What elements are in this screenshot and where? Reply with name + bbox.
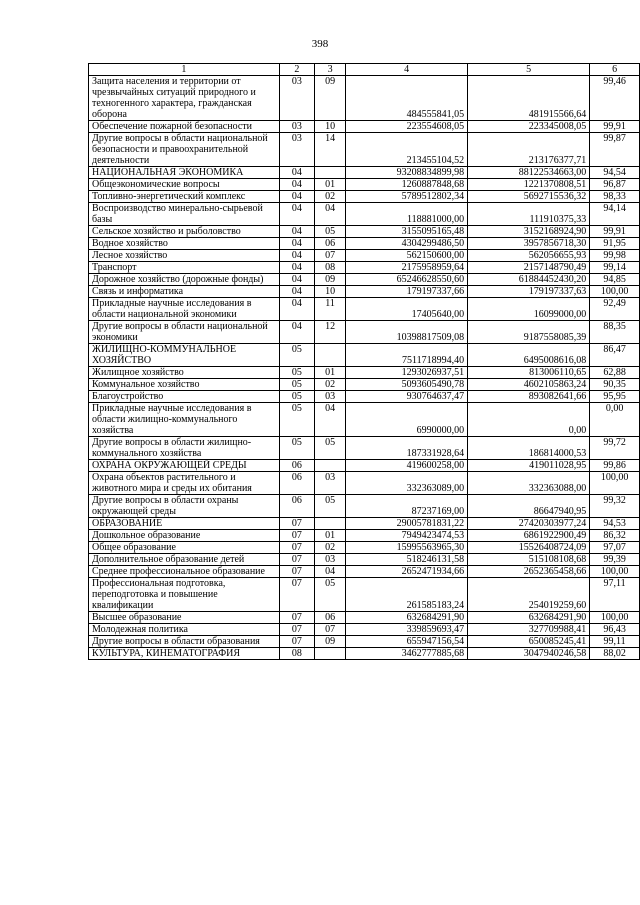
table-row (89, 624, 640, 636)
row-percent-cell: 90,35 (590, 379, 640, 391)
row-percent-cell: 99,72 (590, 437, 640, 460)
row-section-cell: 04 (279, 179, 314, 191)
row-subsection-cell (315, 167, 346, 179)
row-name-cell: Обеспечение пожарной безопасности (89, 121, 280, 133)
row-plan-cell: 261585183,24 (346, 578, 468, 612)
row-fact-cell: 650085245,41 (468, 636, 590, 648)
row-plan-cell: 632684291,90 (346, 612, 468, 624)
row-subsection-cell: 05 (315, 437, 346, 460)
table-row (89, 379, 640, 391)
row-subsection-cell: 03 (315, 554, 346, 566)
row-name-cell: Топливно-энергетический комплекс (89, 191, 280, 203)
table-row (89, 274, 640, 286)
table-row (89, 286, 640, 298)
row-plan-cell: 5093605490,78 (346, 379, 468, 391)
row-subsection-cell: 04 (315, 403, 346, 437)
row-name-cell: Транспорт (89, 262, 280, 274)
row-section-cell: 07 (279, 578, 314, 612)
row-subsection-cell: 05 (315, 578, 346, 612)
row-percent-cell: 100,00 (590, 566, 640, 578)
table-row (89, 391, 640, 403)
table-row (89, 472, 640, 495)
row-section-cell: 03 (279, 121, 314, 133)
row-plan-cell: 15995563965,30 (346, 542, 468, 554)
table-row (89, 554, 640, 566)
row-fact-cell: 332363088,00 (468, 472, 590, 495)
row-subsection-cell: 07 (315, 624, 346, 636)
row-section-cell: 05 (279, 379, 314, 391)
row-name-cell: Высшее образование (89, 612, 280, 624)
row-percent-cell: 99,91 (590, 226, 640, 238)
row-percent-cell: 99,32 (590, 495, 640, 518)
row-percent-cell: 99,87 (590, 133, 640, 167)
row-fact-cell: 6495008616,08 (468, 344, 590, 367)
row-percent-cell: 99,46 (590, 76, 640, 121)
table-row (89, 612, 640, 624)
row-percent-cell: 94,85 (590, 274, 640, 286)
row-subsection-cell (315, 518, 346, 530)
table-body (89, 64, 640, 660)
row-plan-cell: 5789512802,34 (346, 191, 468, 203)
row-percent-cell: 88,02 (590, 648, 640, 660)
row-name-cell: ОХРАНА ОКРУЖАЮЩЕЙ СРЕДЫ (89, 460, 280, 472)
row-fact-cell: 6861922900,49 (468, 530, 590, 542)
row-fact-cell: 327709988,41 (468, 624, 590, 636)
row-subsection-cell: 01 (315, 530, 346, 542)
row-plan-cell: 930764637,47 (346, 391, 468, 403)
row-subsection-cell: 10 (315, 121, 346, 133)
row-plan-cell: 4304299486,50 (346, 238, 468, 250)
row-plan-cell: 332363089,00 (346, 472, 468, 495)
row-fact-cell: 86647940,95 (468, 495, 590, 518)
row-name-cell: Другие вопросы в области национальной безопасности и правоохранительной деятельности (89, 133, 280, 167)
row-percent-cell: 100,00 (590, 472, 640, 495)
row-name-cell: Воспроизводство минерально-сырьевой базы (89, 203, 280, 226)
header-col-4: 4 (346, 64, 468, 76)
row-name-cell: Дошкольное образование (89, 530, 280, 542)
row-plan-cell: 562150600,00 (346, 250, 468, 262)
row-plan-cell: 93208834899,98 (346, 167, 468, 179)
budget-table (88, 63, 640, 660)
row-section-cell: 04 (279, 226, 314, 238)
row-subsection-cell: 05 (315, 226, 346, 238)
row-percent-cell: 91,95 (590, 238, 640, 250)
row-section-cell: 07 (279, 566, 314, 578)
row-subsection-cell: 01 (315, 179, 346, 191)
row-percent-cell: 86,32 (590, 530, 640, 542)
table-row (89, 460, 640, 472)
row-fact-cell: 88122534663,00 (468, 167, 590, 179)
row-subsection-cell (315, 460, 346, 472)
row-name-cell: Прикладные научные исследования в области национальной экономики (89, 298, 280, 321)
row-section-cell: 05 (279, 391, 314, 403)
table-row (89, 133, 640, 167)
row-percent-cell: 99,91 (590, 121, 640, 133)
header-col-3: 3 (315, 64, 346, 76)
row-section-cell: 03 (279, 133, 314, 167)
row-plan-cell: 187331928,64 (346, 437, 468, 460)
row-percent-cell: 98,33 (590, 191, 640, 203)
row-subsection-cell: 04 (315, 203, 346, 226)
row-name-cell: Другие вопросы в области образования (89, 636, 280, 648)
row-fact-cell: 3957856718,30 (468, 238, 590, 250)
row-subsection-cell: 14 (315, 133, 346, 167)
row-percent-cell: 100,00 (590, 612, 640, 624)
row-percent-cell: 99,98 (590, 250, 640, 262)
row-section-cell: 04 (279, 238, 314, 250)
row-percent-cell: 100,00 (590, 286, 640, 298)
row-subsection-cell: 03 (315, 472, 346, 495)
row-percent-cell: 99,11 (590, 636, 640, 648)
row-percent-cell: 0,00 (590, 403, 640, 437)
row-plan-cell: 339859693,47 (346, 624, 468, 636)
table-row (89, 226, 640, 238)
row-plan-cell: 484555841,05 (346, 76, 468, 121)
table-row (89, 262, 640, 274)
row-plan-cell: 17405640,00 (346, 298, 468, 321)
row-plan-cell: 7949423474,53 (346, 530, 468, 542)
row-fact-cell: 9187558085,39 (468, 321, 590, 344)
row-section-cell: 07 (279, 530, 314, 542)
row-percent-cell: 94,54 (590, 167, 640, 179)
row-percent-cell: 99,14 (590, 262, 640, 274)
row-name-cell: Другие вопросы в области жилищно-коммунального хозяйства (89, 437, 280, 460)
row-section-cell: 07 (279, 542, 314, 554)
row-plan-cell: 518246131,58 (346, 554, 468, 566)
table-row (89, 191, 640, 203)
row-percent-cell: 95,95 (590, 391, 640, 403)
row-plan-cell: 118881000,00 (346, 203, 468, 226)
header-row (89, 64, 640, 76)
row-fact-cell: 562056655,93 (468, 250, 590, 262)
row-fact-cell: 481915566,64 (468, 76, 590, 121)
row-subsection-cell: 02 (315, 191, 346, 203)
row-section-cell: 04 (279, 298, 314, 321)
row-percent-cell: 99,39 (590, 554, 640, 566)
row-section-cell: 06 (279, 495, 314, 518)
row-subsection-cell: 09 (315, 76, 346, 121)
row-subsection-cell: 01 (315, 367, 346, 379)
row-plan-cell: 65246628550,60 (346, 274, 468, 286)
row-fact-cell: 4602105863,24 (468, 379, 590, 391)
row-section-cell: 04 (279, 274, 314, 286)
row-subsection-cell: 05 (315, 495, 346, 518)
row-fact-cell: 0,00 (468, 403, 590, 437)
row-subsection-cell: 10 (315, 286, 346, 298)
row-name-cell: ОБРАЗОВАНИЕ (89, 518, 280, 530)
table-row (89, 636, 640, 648)
row-plan-cell: 6990000,00 (346, 403, 468, 437)
row-name-cell: Благоустройство (89, 391, 280, 403)
row-name-cell: Защита населения и территории от чрезвычайных ситуаций природного и техногенного характера, гражданская оборона (89, 76, 280, 121)
row-name-cell: Общее образование (89, 542, 280, 554)
row-section-cell: 05 (279, 367, 314, 379)
row-plan-cell: 10398817509,08 (346, 321, 468, 344)
row-section-cell: 05 (279, 437, 314, 460)
row-section-cell: 07 (279, 624, 314, 636)
row-fact-cell: 223345008,05 (468, 121, 590, 133)
row-section-cell: 04 (279, 321, 314, 344)
row-percent-cell: 96,87 (590, 179, 640, 191)
row-fact-cell: 1221370808,51 (468, 179, 590, 191)
row-subsection-cell: 11 (315, 298, 346, 321)
table-row (89, 321, 640, 344)
row-section-cell: 06 (279, 472, 314, 495)
row-name-cell: КУЛЬТУРА, КИНЕМАТОГРАФИЯ (89, 648, 280, 660)
row-section-cell: 07 (279, 636, 314, 648)
row-section-cell: 08 (279, 648, 314, 660)
row-plan-cell: 29005781831,22 (346, 518, 468, 530)
row-subsection-cell: 03 (315, 391, 346, 403)
row-percent-cell: 92,49 (590, 298, 640, 321)
table-row (89, 121, 640, 133)
table-row (89, 367, 640, 379)
table-row (89, 250, 640, 262)
row-fact-cell: 186814000,53 (468, 437, 590, 460)
row-plan-cell: 1260887848,68 (346, 179, 468, 191)
row-name-cell: ЖИЛИЩНО-КОММУНАЛЬНОЕ ХОЗЯЙСТВО (89, 344, 280, 367)
row-fact-cell: 893082641,66 (468, 391, 590, 403)
row-fact-cell: 61884452430,20 (468, 274, 590, 286)
row-fact-cell: 813006110,65 (468, 367, 590, 379)
row-section-cell: 03 (279, 76, 314, 121)
table-row (89, 648, 640, 660)
row-fact-cell: 3047940246,58 (468, 648, 590, 660)
table-row (89, 238, 640, 250)
table-row (89, 344, 640, 367)
row-name-cell: Связь и информатика (89, 286, 280, 298)
row-name-cell: Жилищное хозяйство (89, 367, 280, 379)
row-name-cell: Дополнительное образование детей (89, 554, 280, 566)
row-fact-cell: 515108108,68 (468, 554, 590, 566)
row-subsection-cell: 04 (315, 566, 346, 578)
row-fact-cell: 5692715536,32 (468, 191, 590, 203)
row-subsection-cell (315, 648, 346, 660)
row-percent-cell: 62,88 (590, 367, 640, 379)
row-percent-cell: 99,86 (590, 460, 640, 472)
row-subsection-cell: 12 (315, 321, 346, 344)
row-fact-cell: 213176377,71 (468, 133, 590, 167)
row-plan-cell: 213455104,52 (346, 133, 468, 167)
row-plan-cell: 655947156,54 (346, 636, 468, 648)
row-section-cell: 05 (279, 344, 314, 367)
table-row (89, 403, 640, 437)
row-section-cell: 04 (279, 191, 314, 203)
row-fact-cell: 632684291,90 (468, 612, 590, 624)
table-row (89, 518, 640, 530)
row-subsection-cell: 09 (315, 636, 346, 648)
row-section-cell: 04 (279, 167, 314, 179)
row-section-cell: 07 (279, 612, 314, 624)
row-plan-cell: 7511718994,40 (346, 344, 468, 367)
table-row (89, 530, 640, 542)
row-section-cell: 04 (279, 203, 314, 226)
row-section-cell: 07 (279, 518, 314, 530)
row-name-cell: Другие вопросы в области национальной экономики (89, 321, 280, 344)
row-percent-cell: 97,07 (590, 542, 640, 554)
row-plan-cell: 3155095165,48 (346, 226, 468, 238)
row-subsection-cell (315, 344, 346, 367)
row-section-cell: 04 (279, 250, 314, 262)
row-fact-cell: 16099000,00 (468, 298, 590, 321)
row-name-cell: НАЦИОНАЛЬНАЯ ЭКОНОМИКА (89, 167, 280, 179)
row-name-cell: Сельское хозяйство и рыболовство (89, 226, 280, 238)
row-name-cell: Лесное хозяйство (89, 250, 280, 262)
row-percent-cell: 94,53 (590, 518, 640, 530)
row-section-cell: 05 (279, 403, 314, 437)
row-name-cell: Другие вопросы в области охраны окружающей среды (89, 495, 280, 518)
row-fact-cell: 254019259,60 (468, 578, 590, 612)
row-fact-cell: 27420303977,24 (468, 518, 590, 530)
header-col-1: 1 (89, 64, 280, 76)
row-subsection-cell: 02 (315, 379, 346, 391)
row-section-cell: 04 (279, 262, 314, 274)
row-percent-cell: 97,11 (590, 578, 640, 612)
row-name-cell: Общеэкономические вопросы (89, 179, 280, 191)
header-col-5: 5 (468, 64, 590, 76)
row-fact-cell: 419011028,95 (468, 460, 590, 472)
row-subsection-cell: 02 (315, 542, 346, 554)
row-name-cell: Дорожное хозяйство (дорожные фонды) (89, 274, 280, 286)
row-fact-cell: 15526408724,09 (468, 542, 590, 554)
row-name-cell: Прикладные научные исследования в области жилищно-коммунального хозяйства (89, 403, 280, 437)
row-plan-cell: 2652471934,66 (346, 566, 468, 578)
row-plan-cell: 1293026937,51 (346, 367, 468, 379)
row-subsection-cell: 06 (315, 238, 346, 250)
row-section-cell: 04 (279, 286, 314, 298)
table-row (89, 203, 640, 226)
table-row (89, 437, 640, 460)
row-plan-cell: 87237169,00 (346, 495, 468, 518)
table-row (89, 495, 640, 518)
row-percent-cell: 94,14 (590, 203, 640, 226)
row-plan-cell: 2175958959,64 (346, 262, 468, 274)
row-subsection-cell: 07 (315, 250, 346, 262)
table-row (89, 298, 640, 321)
page-number: 398 (311, 38, 329, 50)
row-fact-cell: 179197337,63 (468, 286, 590, 298)
row-plan-cell: 179197337,66 (346, 286, 468, 298)
row-name-cell: Водное хозяйство (89, 238, 280, 250)
row-section-cell: 07 (279, 554, 314, 566)
table-row (89, 76, 640, 121)
row-plan-cell: 419600258,00 (346, 460, 468, 472)
row-fact-cell: 3152168924,90 (468, 226, 590, 238)
table-row (89, 179, 640, 191)
row-fact-cell: 111910375,33 (468, 203, 590, 226)
row-fact-cell: 2157148790,49 (468, 262, 590, 274)
row-name-cell: Коммунальное хозяйство (89, 379, 280, 391)
row-name-cell: Профессиональная подготовка, переподготовка и повышение квалификации (89, 578, 280, 612)
row-percent-cell: 96,43 (590, 624, 640, 636)
table-row (89, 566, 640, 578)
header-col-2: 2 (279, 64, 314, 76)
row-section-cell: 06 (279, 460, 314, 472)
row-subsection-cell: 08 (315, 262, 346, 274)
row-plan-cell: 223554608,05 (346, 121, 468, 133)
header-col-6: 6 (590, 64, 640, 76)
row-subsection-cell: 06 (315, 612, 346, 624)
table-row (89, 542, 640, 554)
row-name-cell: Охрана объектов растительного и животного мира и среды их обитания (89, 472, 280, 495)
table-row (89, 167, 640, 179)
row-name-cell: Молодежная политика (89, 624, 280, 636)
row-fact-cell: 2652365458,66 (468, 566, 590, 578)
table-row (89, 578, 640, 612)
row-subsection-cell: 09 (315, 274, 346, 286)
row-percent-cell: 86,47 (590, 344, 640, 367)
row-percent-cell: 88,35 (590, 321, 640, 344)
row-name-cell: Среднее профессиональное образование (89, 566, 280, 578)
row-plan-cell: 3462777885,68 (346, 648, 468, 660)
